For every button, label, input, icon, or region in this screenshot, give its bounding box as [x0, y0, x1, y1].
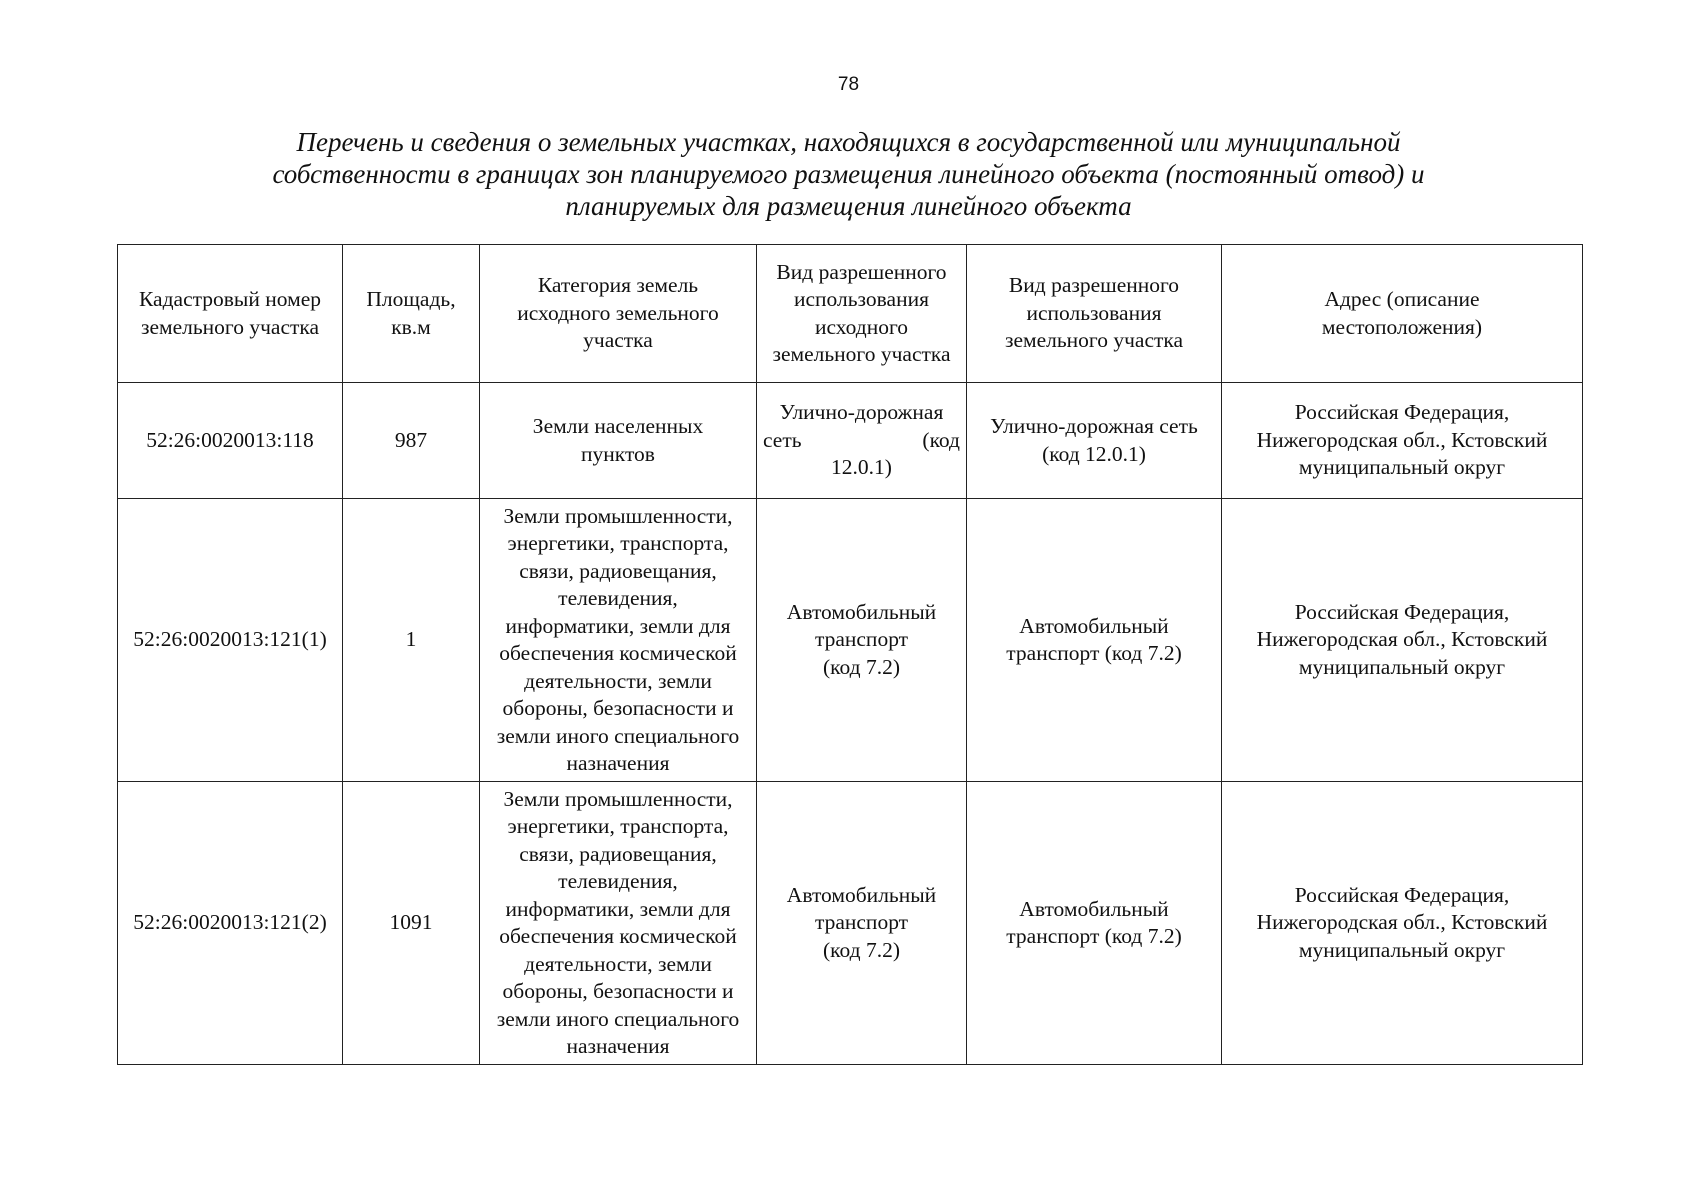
cell-land-category: Земли промышленности, энергетики, транспорта, связи, радиовещания, телевидения, информатики, земли для обеспечения космической деятельности, земли обороны, безопасности и земли иного специального назначения	[480, 499, 757, 782]
cell-area: 987	[343, 383, 480, 499]
header-permitted-use: Вид разрешенного использования земельного участка	[967, 245, 1222, 383]
header-cadastral-number: Кадастровый номер земельного участка	[118, 245, 343, 383]
table-row	[118, 782, 1583, 1065]
title-line: планируемых для размещения линейного объекта	[565, 191, 1132, 221]
cell-original-permitted-use: Улично-дорожная сеть (код 12.0.1)	[757, 383, 967, 499]
cell-address: Российская Федерация, Нижегородская обл., Кстовский муниципальный округ	[1222, 782, 1583, 1065]
cell-address: Российская Федерация, Нижегородская обл., Кстовский муниципальный округ	[1222, 383, 1583, 499]
cell-land-category: Земли населенных пунктов	[480, 383, 757, 499]
cell-address: Российская Федерация, Нижегородская обл., Кстовский муниципальный округ	[1222, 499, 1583, 782]
cell-land-category: Земли промышленности, энергетики, транспорта, связи, радиовещания, телевидения, информатики, земли для обеспечения космической деятельности, земли обороны, безопасности и земли иного специального назначения	[480, 782, 757, 1065]
page-number: 78	[837, 74, 860, 95]
cell-area: 1091	[343, 782, 480, 1065]
table-row	[118, 499, 1583, 782]
cell-permitted-use: Улично-дорожная сеть (код 12.0.1)	[967, 383, 1222, 499]
cell-original-permitted-use: Автомобильный транспорт (код 7.2)	[757, 782, 967, 1065]
header-area: Площадь, кв.м	[343, 245, 480, 383]
table-row	[118, 383, 1583, 499]
title-line: собственности в границах зон планируемого размещения линейного объекта (постоянный отвод) и	[272, 159, 1425, 189]
cell-cadastral-number: 52:26:0020013:121(2)	[118, 782, 343, 1065]
table-header-row	[118, 245, 1583, 383]
document-title	[200, 126, 1497, 222]
cell-original-permitted-use: Автомобильный транспорт (код 7.2)	[757, 499, 967, 782]
header-land-category: Категория земель исходного земельного участка	[480, 245, 757, 383]
cell-permitted-use: Автомобильный транспорт (код 7.2)	[967, 499, 1222, 782]
cell-permitted-use: Автомобильный транспорт (код 7.2)	[967, 782, 1222, 1065]
header-address: Адрес (описание местоположения)	[1222, 245, 1583, 383]
cell-cadastral-number: 52:26:0020013:121(1)	[118, 499, 343, 782]
title-line: Перечень и сведения о земельных участках, находящихся в государственной или муниципальной	[296, 127, 1401, 157]
cell-area: 1	[343, 499, 480, 782]
header-original-permitted-use: Вид разрешенного использования исходного земельного участка	[757, 245, 967, 383]
cell-cadastral-number: 52:26:0020013:118	[118, 383, 343, 499]
land-parcels-table	[117, 244, 1583, 1065]
